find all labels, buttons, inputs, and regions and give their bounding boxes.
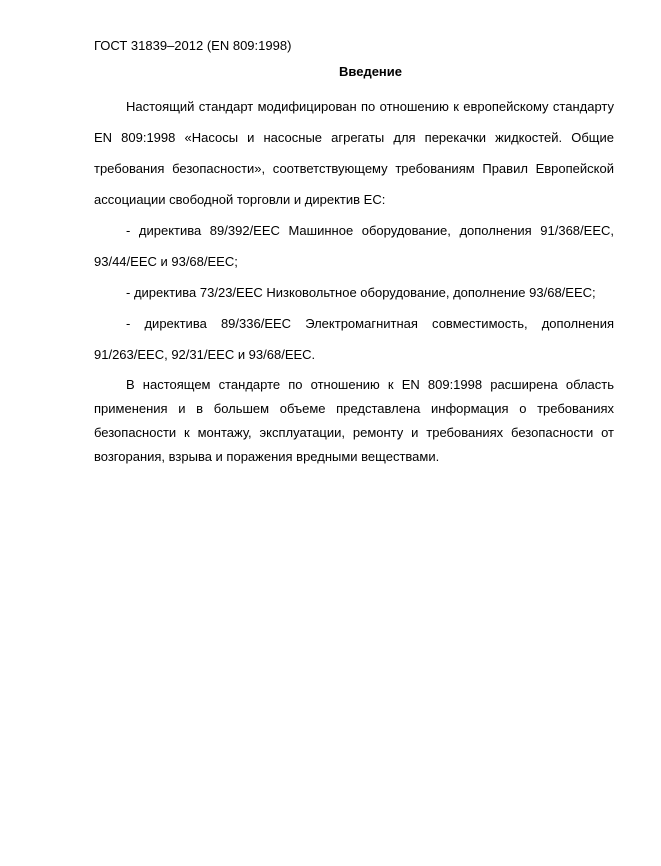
paragraph-directive-low-voltage: - директива 73/23/EEC Низковольтное оборудование, дополнение 93/68/EEC;	[126, 285, 596, 300]
document-header: ГОСТ 31839–2012 (EN 809:1998)	[94, 38, 292, 53]
section-title: Введение	[339, 64, 402, 79]
paragraph-directive-machinery: - директива 89/392/EEC Машинное оборудование, дополнения 91/368/EEC, 93/44/EEC и 93/68/EEC;	[94, 223, 614, 269]
paragraph-directive-emc: - директива 89/336/EEC Электромагнитная совместимость, дополнения 91/263/EEC, 92/31/EEC и 93/68/EEC.	[94, 316, 614, 362]
paragraph-scope: В настоящем стандарте по отношению к EN 809:1998 расширена область применения и в большем объеме представлена информация о требованиях безопасности к монтажу, эксплуатации, ремонту и требованиях безопасности от возгорания, взрыва и поражения вредными веществами.	[94, 377, 614, 464]
document-body	[94, 91, 614, 469]
paragraph-intro: Настоящий стандарт модифицирован по отношению к европейскому стандарту EN 809:1998 «Насосы и насосные агрегаты для перекачки жидкостей. Общие требования безопасности», соответствующему требованиям Правил Европейской ассоциации свободной торговли и директив ЕС:	[94, 99, 614, 207]
